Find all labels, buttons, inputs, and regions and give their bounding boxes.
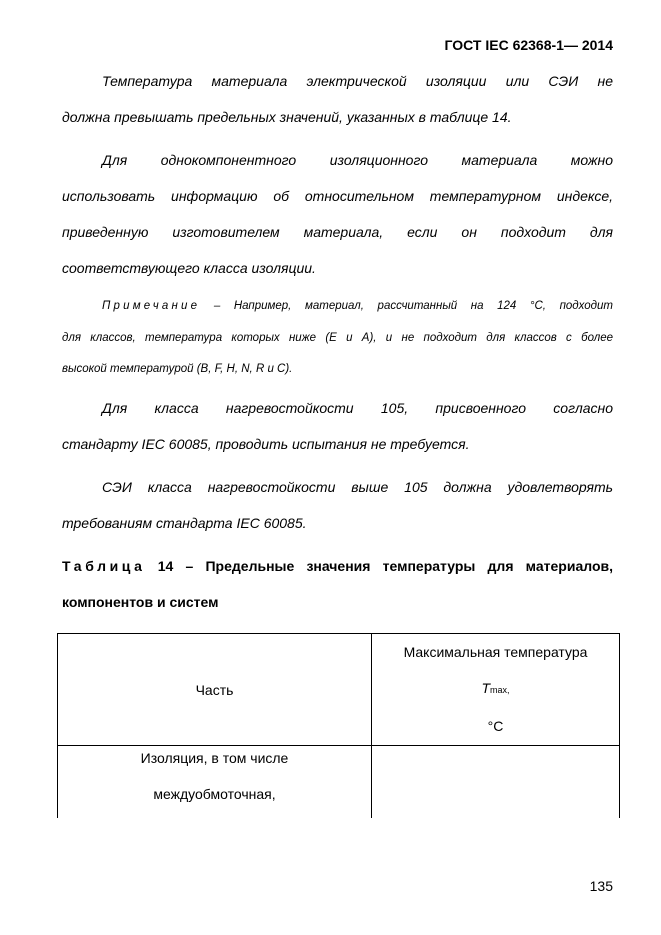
paragraph-1-line-2: должна превышать предельных значений, указанных в таблице 14.: [62, 109, 512, 125]
header-part-label: Часть: [195, 681, 234, 698]
paragraph-3-line-1: Для класса нагревостойкости 105, присвоенного согласно: [102, 400, 613, 416]
table-row: [58, 746, 620, 819]
paragraph-2-line-1: Для однокомпонентного изоляционного материала можно: [102, 152, 613, 168]
paragraph-2-line-4: соответствующего класса изоляции.: [62, 260, 316, 276]
note-line-2: для классов, температура которых ниже (Е и А), и не подходит для классов с более: [62, 332, 613, 344]
header-max-temp-label: Максимальная температура: [403, 644, 588, 660]
paragraph-2-line-3: приведенную изготовителем материала, если он подходит для: [62, 224, 613, 240]
paragraph-4-line-1: СЭИ класса нагревостойкости выше 105 должна удовлетворять: [102, 479, 613, 495]
paragraph-4-line-2: требованиям стандарта IEC 60085.: [62, 515, 307, 531]
table-caption-line-1: [62, 558, 613, 574]
paragraph-1-line-1: Температура материала электрической изоляции или СЭИ не: [102, 73, 613, 89]
table-header-row: [58, 634, 620, 746]
page-number: 135: [589, 878, 613, 894]
note-text-1: – Например, материал, рассчитанный на 124 °С, подходит: [213, 300, 613, 312]
note-line-1: [102, 300, 613, 312]
header-cell-max-temp: [372, 634, 620, 746]
header-tmax-symbol: Tmax,: [481, 680, 510, 696]
table-caption-label: Таблица: [62, 558, 146, 574]
paragraph-2-line-2: использовать информацию об относительном температурном индексе,: [62, 188, 613, 204]
table-caption-line-2: компонентов и систем: [62, 594, 219, 610]
row-1-temp-cell: [372, 746, 620, 819]
document-header: ГОСТ IEC 62368-1— 2014: [444, 37, 613, 53]
table-caption-text: 14 – Предельные значения температуры для материалов,: [145, 558, 613, 574]
row-1-part-line-1: Изоляция, в том числе: [140, 750, 289, 766]
paragraph-3-line-2: стандарту IEC 60085, проводить испытания не требуется.: [62, 436, 470, 452]
note-line-3: высокой температурой (В, F, H, N, R и С).: [62, 363, 293, 375]
row-1-part-cell: [58, 746, 372, 819]
header-cell-part: [58, 634, 372, 746]
header-unit: °С: [487, 718, 504, 734]
note-label: Примечание: [102, 300, 201, 312]
row-1-part-line-2: междуобмоточная,: [153, 786, 276, 802]
temperature-limits-table: [57, 633, 620, 818]
